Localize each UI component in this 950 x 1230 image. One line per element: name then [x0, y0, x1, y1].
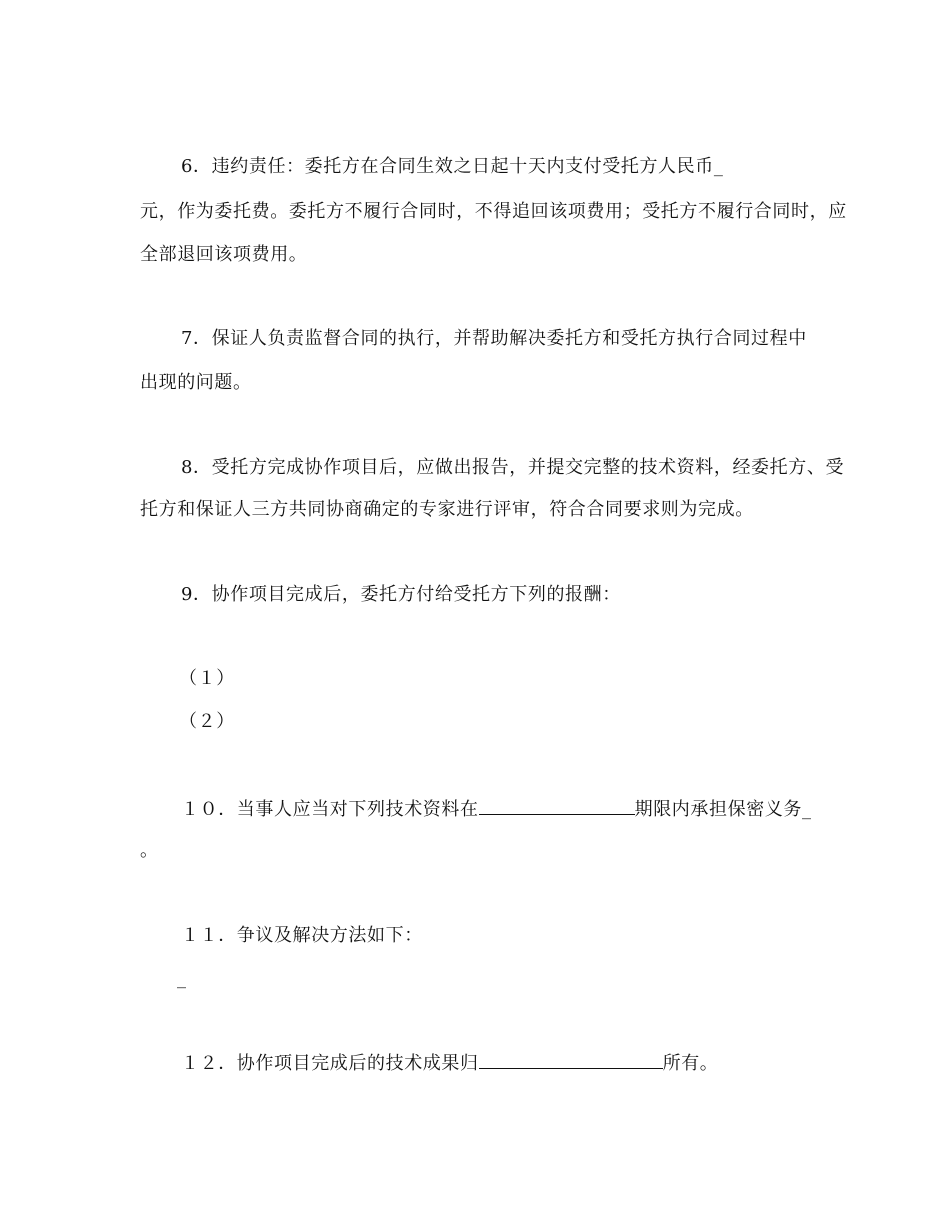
clause-6-line-3: 全部退回该项费用。 — [140, 244, 308, 265]
clause-9-item-2: （２） — [179, 711, 235, 732]
clause-6-line-2: 元，作为委托费。委托方不履行合同时，不得追回该项费用；受托方不履行合同时，应 — [140, 201, 847, 222]
clause-9-line-1: 9．协作项目完成后，委托方付给受托方下列的报酬： — [181, 584, 621, 605]
clause-10-prefix: １０．当事人应当对下列技术资料在 — [181, 799, 479, 820]
clause-8-line-2: 托方和保证人三方共同协商确定的专家进行评审，符合合同要求则为完成。 — [140, 499, 754, 520]
clause-12-blank — [479, 1050, 663, 1069]
clause-10-line-2: 。 — [140, 840, 159, 861]
clause-11-line-2: _ — [177, 968, 187, 989]
clause-6-line-1: 6．违约责任：委托方在合同生效之日起十天内支付受托方人民币_ — [181, 156, 724, 177]
clause-11-line-1: １１．争议及解决方法如下： — [181, 925, 423, 946]
clause-10-blank — [479, 796, 635, 815]
clause-8-line-1: 8．受托方完成协作项目后，应做出报告，并提交完整的技术资料，经委托方、受 — [181, 457, 845, 478]
clause-7-line-1: 7．保证人负责监督合同的执行，并帮助解决委托方和受托方执行合同过程中 — [181, 328, 807, 349]
clause-12-line-1 — [181, 1050, 718, 1076]
clause-9-item-1: （１） — [179, 668, 235, 689]
clause-10-line-1 — [181, 796, 812, 822]
clause-7-line-2: 出现的问题。 — [140, 372, 252, 393]
clause-12-suffix: 所有。 — [662, 1053, 719, 1074]
clause-10-suffix: 期限内承担保密义务_ — [634, 799, 812, 820]
clause-12-prefix: １２．协作项目完成后的技术成果归 — [181, 1053, 479, 1074]
